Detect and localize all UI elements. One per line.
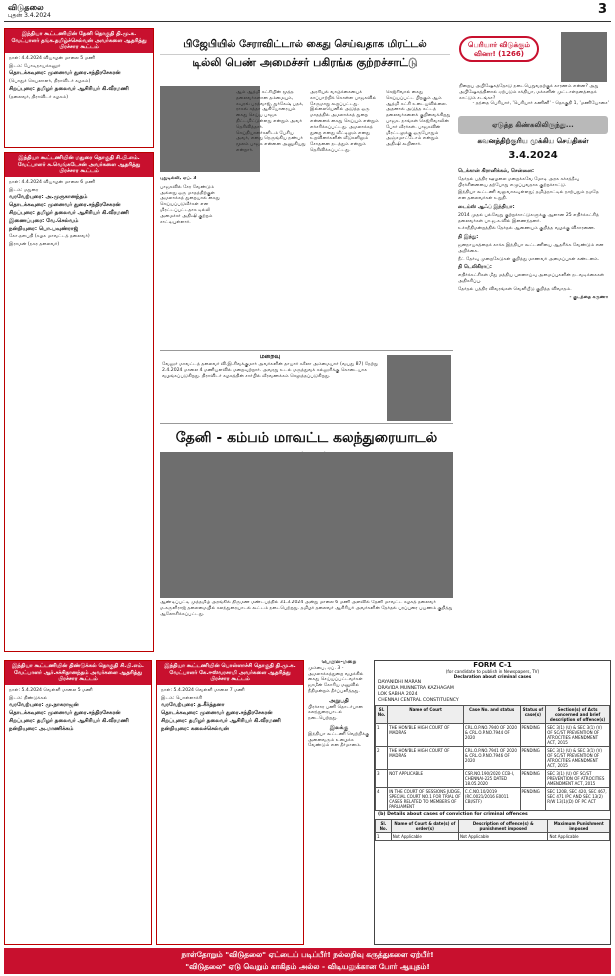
article-paragraph: அரசியல் வாழ்க்கையைக் காப்பாற்றிக் கொள்ள பாஜகவில் சேருமாறு கூறப்பட்டது. இல்லையெனில் அடுத்த ஒரு மாதத்தில் அமலாக்கத் துறை என்னைக் கைது செய்யும் என்றும் எச்சரிக்கப்பட்டது. அமலாக்கத் துறை எனது வீட்டிலும் எனது உறவினர்களின் வீடுகளிலும் சோதனை நடத்தும் என்றும் தெரிவிக்கப்பட்டது. [310,90,379,153]
periyar-title: பெரியார் விடுக்கும் வினா! (1266) [459,36,539,62]
cell: PENDING [520,770,546,788]
cell: Not Applicable [458,833,548,841]
digest-credit: - குடந்தை கருணா [569,294,608,300]
periyar-portrait [561,32,607,82]
campaign-notice-madurai [4,152,154,652]
form-subtitle: (for candidate to publish in Newspapers, TV) [445,669,540,674]
digest-item: தேர்தல் பத்திர ஊழலை மறைக்கவே மோடி அரசு கச்சத்தீவு பிரச்சினையை தற்போது எழுப்புவதாக குற்றச்சாட்டு. [458,176,580,188]
cell: Not Applicable [548,833,610,841]
news-digest-list [458,166,608,546]
article-column-4 [386,90,452,348]
notice-line: சிறப்புரை: தமிழர் தலைவர் ஆசிரியர் கி.வீரமணி [9,85,129,92]
obituary-box [160,350,453,424]
periyar-question-box [455,28,611,110]
cell: 4 [376,788,388,811]
notice-line: கோ.தளபதி (கழக மாவட்டத் தலைவர்) [9,234,90,240]
news-digest-title: கவனத்திற்குரிய முக்கிய செய்திகள் [477,137,589,145]
obituary-text: வேலூர் மாவட்டத் தலைவர் வி.இ.சிவக்குமார் அவர்களின் தாயார் சுசீலா அம்மையார் (வயது 87) நேற்று 2.4.2024 மாலை 4 மணியளவில் மறைவுற்றார். அவரது உடல் மருத்துவக் கல்லூரிக்கு கொடையாக வழங்கப்படுகிறது. திராவிடர் கழகத்தின் சார்பில் வீரவணக்கம் செலுத்தப்படுகிறது. [162,362,378,379]
table-header: Description of offence(s) & punishment imposed [458,820,548,833]
obituary-photo [387,355,451,421]
notice-line: தொடக்கவுரை: முனைவர் துரை.சந்திரசேகரன் [161,710,273,717]
digest-item: நீட் தேர்வு முறைகேடுகள் குறித்து மாணவர் அமைப்புகள் கண்டனம். [458,256,600,262]
digest-section-heading: தி டெலிகிராப்: [458,264,492,271]
notice-line: இடம்: திண்டுக்கல் [9,695,48,701]
candidate-name: DAYANIDHI MARAN [378,680,422,685]
main-headline [160,38,450,82]
notice-header: இந்தியா கூட்டணியின் திண்டுக்கல் தொகுதி சி.பி.எம். வேட்பாளர் ஆர்.சச்சிதானந்தம் அவர்களை ஆதரித்து பிரச்சார கூட்டம் [5,661,151,685]
notice-body [5,685,151,738]
notice-line: தொடக்கவுரை: முனைவர் துரை.சந்திரசேகரன் [9,202,121,209]
periyar-source: - தந்தை பெரியார், 'பெரியார் கணினி' - தொகுதி 1, 'மணியோசை' [472,101,609,107]
notice-line: நாள்: 5.4.2024 வெள்ளி மாலை 7 மணி [161,687,245,693]
constituency-name: CHENNAI CENTRAL CONSTITUENCY [378,698,459,703]
pending-cases-table [375,705,610,811]
table-row [376,788,610,811]
table-row [376,833,610,841]
issue-date: புதன் 3.4.2024 [8,12,51,19]
campaign-notice-dindigul [4,660,152,945]
cell: THE HON'BLE HIGH COURT OF MADRAS [388,747,464,770]
cell: CSR.NO.190/2020 CCB-I, CHENNAI-225 DATED 18.05.2020 [463,770,520,788]
notice-line: நாள்: 4.4.2024 வியாழன் மாலை 5 மணி [9,55,96,61]
column-heading: இலக்கு [329,724,349,731]
form-title: FORM C-1 [473,661,512,669]
column-heading: பெயில்-மறை [321,660,357,665]
cell: PENDING [520,724,546,747]
form-c1-declaration [374,660,611,945]
notice-line: நன்றியுரை: பொ.பவுண்ராஜ் [9,225,79,232]
article-column-3 [310,90,382,348]
notice-header: இந்தியா கூட்டணியின் பொள்ளாச்சி தொகுதி தி.மு.க. வேட்பாளர் கே.ஈஸ்வரசாமி அவர்களை ஆதரித்து பிரச்சார கூட்டம் [157,661,303,685]
notice-body [5,177,153,253]
digest-section-heading: டைம்ஸ் ஆஃப் இந்தியா: [458,203,515,210]
notice-line: வரவேற்புரை: மு.நாகராஜன் [9,702,79,709]
digest-section-heading: தி இந்து: [458,234,479,241]
table-header: Case No. and status [463,706,520,724]
news-digest-date: 3.4.2024 [508,150,558,161]
footer-banner [4,948,611,974]
notice-line: (பொதுச் செயலாளர், திராவிடர் கழகம்) [9,79,91,85]
cell: 1 [376,724,388,747]
notice-line: நாள்: 5.4.2024 வெள்ளி மாலை 5 மணி [9,687,93,693]
table-header: Status of case(s) [520,706,546,724]
digest-item: 2014 முதல் பல்வேறு குற்றச்சாட்டுகளுக்கு ஆளான 25 எதிர்க்கட்சித் தலைவர்கள் பா.ஜ.க.வில் இணைந்தனர். [458,212,600,224]
table-header: Maximum Punishment imposed [548,820,610,833]
table-row [376,770,610,788]
footer-line-1: நாள்தோறும் "விடுதலை" ஏட்டைப் படிப்பீர்! நல்லறிவு கருத்துகளை ஏற்பீர்! [181,950,434,959]
notice-header: இந்தியா கூட்டணியின் தேனி தொகுதி தி.மு.க. வேட்பாளர் தங்க.தமிழ்ச்செல்வன் அவர்களை ஆதரித்து பிரச்சார கூட்டம் [5,29,153,53]
headline-line-1: பிஜேபியில் சேராவிட்டால் கைது செய்வதாக மிரட்டல் [160,38,450,55]
notice-line: நன்றியுரை: கலைச்செல்வன் [161,725,229,732]
notice-line: இடம்: மதுரை [9,187,39,193]
digest-item: உச்சநீதிமன்றத்தில் தேர்தல் ஆணையம் குறித்த வழக்கு விசாரணை. [458,226,596,232]
digest-section-heading: டெக்கான் கிரானிக்கல், சென்னை: [458,168,535,174]
form-declaration-title: Declaration about criminal cases [453,674,532,679]
headline-line-2: டில்லி பெண் அமைச்சர் பகிரங்க குற்றச்சாட்டு [192,56,418,69]
column-text: பிரச்சார பணி தொடர்பான கலந்துரையாடல் நடைபெற்றது. [308,704,363,722]
notice-header: இந்தியா கூட்டணியின் மதுரை தொகுதி சி.பி.எம். வேட்பாளர் சு.வெங்கடேசன் அவர்களை ஆதரித்து பிரச்சார கூட்டம் [5,153,153,177]
table-row [376,724,610,747]
obituary-label: மறைவு [259,353,281,360]
cell: SEC 120B, SEC 420, SEC 467, SEC 471 IPC AND SEC 13(2) R/W 13(1)(D) OF PC ACT [546,788,610,811]
cell: CRL.O.P.NO.7940 OF 2020 & CRL.O.P.NO.7944 OF 2020 [463,724,520,747]
notice-line: இராமன் (நகர தலைவர்) [9,242,60,248]
table-header: Sl. No. [376,820,392,833]
article-column-1 [160,176,232,348]
notice-line: நாள்: 4.4.2024 வியாழன் மாலை 6 மணி [9,179,96,185]
notice-line: சிறப்புரை: தமிழர் தலைவர் ஆசிரியர் கி.வீரமணி [9,209,129,216]
column-text: மும்பை, ஏப். 3 - அமலாக்கத்துறை வழக்கில் கைது செய்யப்பட்டவர்கள் ஜாமீன் கோரிய மனுவில் நீதிமன்றம் தீர்ப்பளித்தது. [308,665,364,694]
page-number: 3 [597,2,607,17]
cell: SEC 3(1) (U) & SEC 3(1) (V) OF SC/ST PREVENTION OF ATROCITIES AMENDMENT ACT, 2015 [546,724,610,747]
notice-line: சிறப்புரை: தமிழர் தலைவர் ஆசிரியர் கி.வீரமணி [161,717,281,724]
theni-meeting-headline: தேனி - கம்பம் மாவட்ட கலந்துரையாடல் [175,430,438,446]
notice-line: தொடக்கவுரை: முனைவர் துரை.சந்திரசேகரன் [9,710,121,717]
cell: 1 [376,833,392,841]
notice-line: சிறப்புரை: தமிழர் தலைவர் ஆசிரியர் கி.வீரமணி [9,717,129,724]
footer-line-2: "விடுதலை" ஏடு வெறும் காகிதம் அல்ல - விடியலுக்கான போர் ஆயுதம்! [185,962,430,971]
cell: PENDING [520,788,546,811]
article-dateline: புதுடில்லி, ஏப். 3 [160,176,197,181]
cell: Not Applicable [391,833,458,841]
campaign-notice-theni [4,28,154,148]
theni-meeting-text: ஆண்டிப்பட்டி முத்தமிழ் அரங்கில் திருமண மண்டபத்தில் 31.3.2024 அன்று மாலை 6 மணி அளவில் தேனி மாவட்ட கழகத் தலைவர் ம.சுருளிராஜ் தலைமையில் கலந்துரையாடல் கூட்டம் நடைபெற்றது. தமிழர் தலைவர் ஆசிரியர் அவர்களின் தேர்தல் பரப்புரை பயணம் குறித்து ஆலோசிக்கப்பட்டது. [160,600,453,617]
cell: C.C.NO.10/2019 (RC.0021/2016 E0011 CBI/STF) [463,788,520,811]
table-header: Name of Court & date(s) of order(s) [391,820,458,833]
notice-line: வரவேற்புரை: அ.முருகானந்தம் [9,194,88,201]
notice-line: தொடக்கவுரை: முனைவர் துரை.சந்திரசேகரன் [9,70,121,77]
column-text: இந்தியா கூட்டணி வெற்றிக்கு அனைவரும் உழைக்க வேண்டும் என தீர்மானம். [308,731,370,749]
table-header: Name of Court [388,706,464,724]
news-digest-banner: ஏடுத்த கிண்கலிலிருந்து... [458,116,608,134]
digest-item: இந்தியா கூட்டணி வலுவாகவுள்ளது; தமிழ்நாட்டில் நாற்பதும் நமதே என தலைவர்கள் உறுதி. [458,190,599,202]
campaign-notice-pollachi [156,660,304,945]
conviction-table [375,819,610,841]
periyar-text-block [459,84,609,107]
conviction-title: (b) Details about cases of conviction for criminal offences [378,812,528,817]
cell: SEC 3(1) (U) OF SC/ST PREVENTION OF ATROCITIES AMENDMENT ACT, 2015 [546,770,610,788]
cell: CRL.O.P.NO.7941 OF 2020 & CRL.O.P.NO.7946 OF 2020 [463,747,520,770]
cell: 3 [376,770,388,788]
bottom-news-column [308,660,370,945]
party-name: DRAVIDA MUNNETRA KAZHAGAM [378,686,454,691]
digest-item: எதிர்க்கட்சிகள் மீது மத்திய புலனாய்வு அமைப்புகளின் நடவடிக்கைகள் அதிகரிப்பு. [458,273,605,284]
periyar-quote: நிறைய அபிஷேகத்தோடு நடைபெறுவதற்குக் காரணம் என்ன? அது அபிஷேகத்தினால் ஏற்படும் சக்தியா, மக்களின் முட்டாள்தனத்தைக் காட்டும் சடங்கா? [459,84,599,101]
election-name: LOK SABHA 2024 [378,692,418,697]
notice-line: வரவேற்புரை: த.கீர்த்தனா [161,702,225,709]
notice-body [5,53,153,106]
digest-item: தேர்தல் பத்திர விவரங்கள் வெளியீடு குறித்த விவாதம். [458,286,572,292]
article-column-2 [236,90,306,348]
masthead [4,2,611,22]
article-paragraph: பாஜகவில் சேர வேண்டும் அல்லது ஒரு மாதத்திற்குள் அமலாக்கத் துறையால் கைது செய்யப்படுவீர்கள் என மிரட்டப்பட்டதாக டில்லி அமைச்சர் அதிஷி குற்றம் சாட்டியுள்ளார். [160,184,220,225]
notice-line: இணைப்புரை: வே.செல்வம் [9,217,79,224]
notice-line: நன்றியுரை: அ.மாணிக்கம் [9,725,74,732]
paper-name: விடுதலை [8,3,44,12]
article-paragraph: ஆம் ஆத்மி கட்சியின் மூத்த தலைவர்களான தம்மையும், சவுரவ் பரத்வாஜ், துர்கேஷ் பதக், ராகவ் சத்தா ஆகியோரையும் கைது செய்ய பாஜக திட்டமிட்டுள்ளது என்றும் அவர் தெரிவித்தார். செய்தியாளர்களிடம் பேசிய அவர், எனது நெருங்கிய நண்பர் மூலம் பாஜக என்னை அணுகியது என்றார். [236,90,306,153]
cell: 2 [376,747,388,770]
notice-body [157,685,303,738]
cell: SEC 3(1) (U) & SEC 3(1) (V) OF SC/ST PREVENTION OF ATROCITIES AMENDMENT ACT, 2015 [546,747,610,770]
notice-line: இடம்: பொள்ளாச்சி [161,695,203,701]
table-header: Sl. No. [376,706,388,724]
notice-line: இடம்: போடிநாயக்கனூர் [9,63,61,69]
notice-line: (தலைவர், திராவிடர் கழகம்) [9,94,69,100]
table-header: Section(s) of Acts concerned and brief description of offence(s) [546,706,610,724]
cell: PENDING [520,747,546,770]
meeting-group-photo [160,452,453,598]
cell: NOT APPLICABLE [388,770,464,788]
cell: THE HON'BLE HIGH COURT OF MADRAS [388,724,464,747]
article-paragraph: கெஜ்ரிவால் கைது செய்யப்பட்ட பிறகும் ஆம் ஆத்மி கட்சி உடையவில்லை. அதனால் அடுத்த கட்டத் தலைவர்களைக் குறிவைக்கிறது பாஜக. நாங்கள் கெஜ்ரிவாலின் போர் வீரர்கள். பாஜகவின் மிரட்டலுக்கு ஒருபோதும் அஞ்சமாட்டோம் என்றும் அதிஷி கூறினார். [386,90,451,148]
digest-item: ஜனநாயகத்தைக் காக்க இந்தியா கூட்டணியை ஆதரிக்க வேண்டும் என அறிக்கை. [458,242,604,254]
cell: IN THE COURT OF SESSIONS JUDGE, SPECIAL COURT NO.1 FOR TRIAL OF CASES RELATED TO MEMBERS OF PARLIAMENT [388,788,464,811]
column-heading: அறுபதி [329,697,349,704]
table-row [376,747,610,770]
